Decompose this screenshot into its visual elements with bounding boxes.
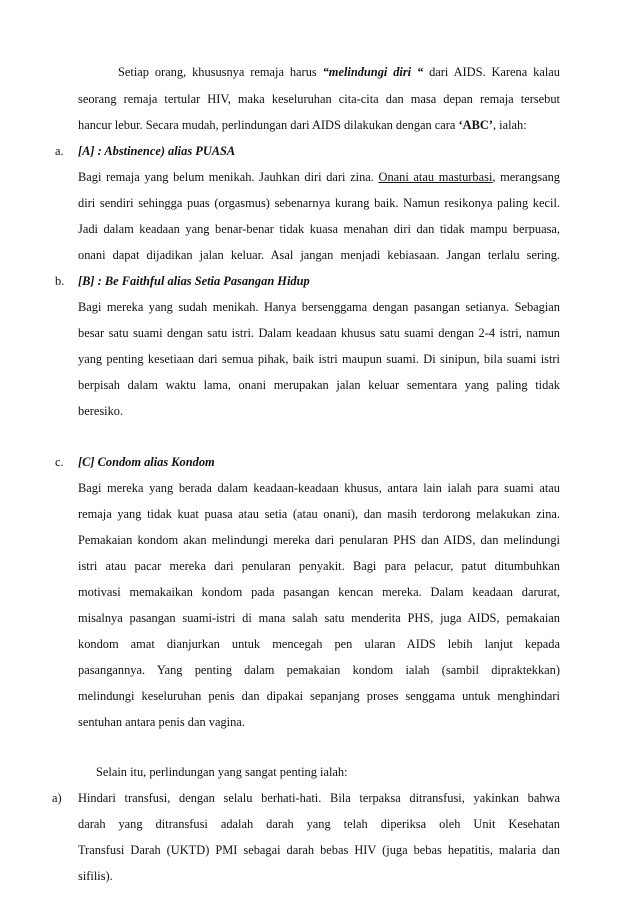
- intro-line-2: seorang remaja tertular HIV, maka keseluruhan cita-cita dan masa depan remaja tersebut: [78, 92, 560, 106]
- section-c-line-1: Bagi mereka yang berada dalam keadaan-keadaan khusus, antara lain ialah para suami atau: [78, 481, 560, 495]
- section-c-line-2: remaja yang tidak kuat puasa atau setia (atau onani), dan masih terdorong melakukan zina.: [78, 507, 560, 521]
- intro-line-3: [78, 117, 560, 133]
- intro-text: hancur lebur. Secara mudah, perlindungan dari AIDS dilakukan dengan cara: [78, 118, 459, 132]
- section-c-line-9: melindungi keseluruhan penis dan dipakai sepanjang proses senggama untuk menghindari: [78, 689, 560, 703]
- section-a-line-1: [78, 169, 560, 185]
- extra-item-a-line-1: Hindari transfusi, dengan selalu berhati-hati. Bila terpaksa ditransfusi, yakinkan bahwa: [78, 791, 560, 805]
- section-a-text: Bagi remaja yang belum menikah. Jauhkan diri dari zina.: [78, 170, 379, 184]
- intro-emphasis: “melindungi diri “: [322, 65, 424, 79]
- section-b-marker: b.: [55, 274, 65, 288]
- intro-line-1: [118, 64, 560, 80]
- section-a-line-3: Jadi dalam keadaan yang benar-benar tidak kuasa menahan diri dan tidak mampu berpuasa,: [78, 222, 560, 236]
- section-b-line-5: beresiko.: [78, 404, 124, 418]
- section-c-line-5: motivasi memakaikan kondom pada pasangan kencan mereka. Dalam keadaan darurat,: [78, 585, 560, 599]
- extra-intro: Selain itu, perlindungan yang sangat penting ialah:: [96, 765, 348, 779]
- section-b-line-1: Bagi mereka yang sudah menikah. Hanya bersenggama dengan pasangan setianya. Sebagian: [78, 300, 560, 314]
- section-b-line-4: berpisah dalam waktu lama, onani merupakan jalan keluar sementara yang paling tidak: [78, 378, 560, 392]
- section-a-text: , merangsang: [492, 170, 560, 184]
- section-c-marker: c.: [55, 455, 64, 469]
- section-a-line-2: diri sendiri sehingga puas (orgasmus) sebenarnya kurang baik. Namun resikonya paling kecil.: [78, 196, 560, 210]
- extra-item-a-line-2: darah yang ditransfusi adalah darah yang telah diperiksa oleh Unit Kesehatan: [78, 817, 560, 831]
- intro-abc: ‘ABC’: [458, 118, 493, 132]
- section-a-heading: [A] : Abstinence) alias PUASA: [78, 144, 236, 158]
- section-b-line-2: besar satu suami dengan satu istri. Dalam keadaan khusus satu suami dengan 2-4 istri, namun: [78, 326, 560, 340]
- section-c-heading: [C] Condom alias Kondom: [78, 455, 215, 469]
- section-a-marker: a.: [55, 144, 64, 158]
- intro-text: Setiap orang, khususnya remaja harus: [118, 65, 323, 79]
- section-c-line-7: kondom amat dianjurkan untuk mencegah pen ularan AIDS lebih lanjut kepada: [78, 637, 560, 651]
- intro-text: dari AIDS. Karena kalau: [423, 65, 560, 79]
- section-c-line-4: istri atau pacar mereka dari penularan penyakit. Bagi para pelacur, patut ditumbuhkan: [78, 559, 560, 573]
- extra-item-a-marker: a): [52, 791, 62, 805]
- section-c-line-3: Pemakaian kondom akan melindungi mereka dari penularan PHS dan AIDS, dan melindungi: [78, 533, 560, 547]
- intro-text: , ialah:: [492, 118, 527, 132]
- section-c-line-6: misalnya pasangan suami-istri di mana salah satu menderita PHS, juga AIDS, pemakaian: [78, 611, 560, 625]
- section-b-line-3: yang penting kesetiaan dari semua pihak, baik istri maupun suami. Di sinipun, bila suami istri: [78, 352, 560, 366]
- section-a-underlined: Onani atau masturbasi: [378, 170, 493, 184]
- extra-item-a-line-4: sifilis).: [78, 869, 113, 883]
- section-c-line-10: sentuhan antara penis dan vagina.: [78, 715, 245, 729]
- section-c-line-8: pasangannya. Yang penting dalam pemakaian kondom ialah (sambil dipraktekkan): [78, 663, 560, 677]
- section-b-heading: [B] : Be Faithful alias Setia Pasangan Hidup: [78, 274, 310, 288]
- extra-item-a-line-3: Transfusi Darah (UKTD) PMI sebagai darah bebas HIV (juga bebas hepatitis, malaria dan: [78, 843, 560, 857]
- section-a-line-4: onani dapat dijadikan jalan keluar. Asal jangan menjadi kebiasaan. Jangan terlalu sering.: [78, 248, 560, 262]
